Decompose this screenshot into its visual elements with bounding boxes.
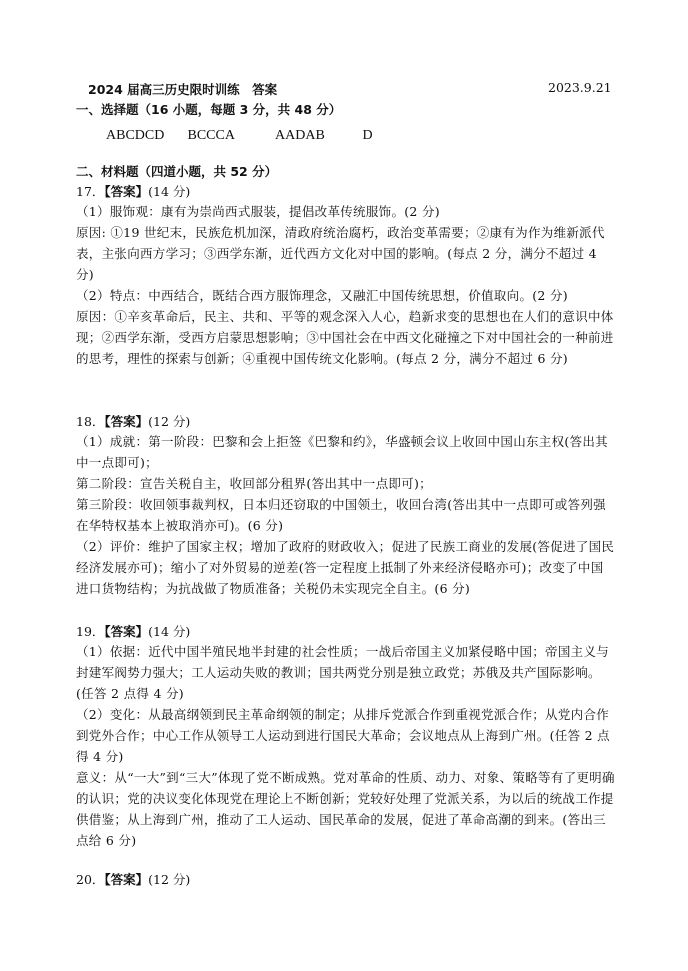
document-title: 2024 届高三历史限时训练 答案 (88, 82, 278, 97)
question-score: (14 分) (148, 184, 191, 199)
answer-label: 【答案】 (104, 184, 149, 199)
question-17-paragraph: （1）服饰观：康有为崇尚西式服装，提倡改革传统服饰。(2 分) (76, 204, 440, 219)
question-19-paragraph: （2）变化：从最高纲领到民主革命纲领的制定；从排斥党派合作到重视党派合作；从党内合作到党外合作；中心工作从领导工人运动到进行国民大革命；会议地点从上海到广州。(任答 2 点得 4 分) (76, 707, 610, 764)
section-2-title: 二、材料题（四道小题，共 52 分） (76, 164, 278, 179)
answer-label: 【答案】 (104, 624, 149, 639)
question-number: 20． (76, 872, 105, 887)
question-score: (12 分) (148, 872, 191, 887)
question-score: (12 分) (148, 414, 191, 429)
question-18-heading (76, 412, 190, 430)
question-20-heading (76, 870, 190, 888)
question-number: 18． (76, 414, 105, 429)
choice-answer-group: AADAB (275, 128, 325, 143)
question-19-heading (76, 622, 190, 640)
choice-answer-group: D (362, 128, 373, 143)
question-18-paragraph: （2）评价：维护了国家主权；增加了政府的财政收入；促进了民族工商业的发展(答促进了国民经济发展亦可)；缩小了对外贸易的逆差(答一定程度上抵制了外来经济侵略亦可)；改变了中国进口货物结构；为抗战做了物质准备；关税仍未实现完全自主。(6 分) (76, 539, 615, 596)
question-number: 17． (76, 184, 105, 199)
question-number: 19． (76, 624, 105, 639)
answer-label: 【答案】 (104, 872, 149, 887)
question-18-paragraph: 第三阶段：收回领事裁判权，日本归还窃取的中国领土，收回台湾(答出其中一点即可或答列强在华特权基本上被取消亦可)。(6 分) (76, 497, 606, 533)
question-18-paragraph: （1）成就：第一阶段：巴黎和会上拒签《巴黎和约》，华盛顿会议上收回中国山东主权(答出其中一点即可)； (76, 434, 608, 470)
question-19-paragraph: （1）依据：近代中国半殖民地半封建的社会性质；一战后帝国主义加紧侵略中国；帝国主义与封建军阀势力强大；工人运动失败的教训；国共两党分别是独立政党；苏俄及共产国际影响。(任答 2 点得 4 分) (76, 644, 610, 701)
question-17-paragraph: 原因：①辛亥革命后，民主、共和、平等的观念深入人心，趋新求变的思想也在人们的意识中体现；②西学东渐，受西方启蒙思想影响；③中国社会在中西文化碰撞之下对中国社会的一种前进的思考，理性的探索与创新；④重视中国传统文化影响。(每点 2 分，满分不超过 6 分) (76, 309, 614, 366)
question-17-paragraph: 原因: ①19 世纪末，民族危机加深，清政府统治腐朽，政治变革需要；②康有为作为维新派代表，主张向西方学习；③西学东渐，近代西方文化对中国的影响。(每点 2 分，满分不超过 4 分) (76, 225, 605, 282)
section-1-title: 一、选择题（16 小题，每题 3 分，共 48 分） (76, 102, 342, 117)
choice-answers (106, 128, 373, 144)
question-17-paragraph: （2）特点：中西结合，既结合西方服饰理念，又融汇中国传统思想，价值取向。(2 分) (76, 288, 568, 303)
answer-label: 【答案】 (104, 414, 149, 429)
question-17-heading (76, 182, 190, 200)
document-date: 2023.9.21 (548, 80, 612, 95)
question-score: (14 分) (148, 624, 191, 639)
choice-answer-group: BCCCA (187, 128, 235, 143)
choice-answer-group: ABCDCD (106, 128, 165, 143)
question-19-paragraph: 意义：从“一大”到“三大”体现了党不断成熟。党对革命的性质、动力、对象、策略等有了更明确的认识；党的决议变化体现党在理论上不断创新；党较好处理了党派关系，为以后的统战工作提供借鉴；从上海到广州，推动了工人运动、国民革命的发展，促进了革命高潮的到来。(答出三点给 6 分) (76, 770, 615, 848)
question-18-paragraph: 第二阶段：宣告关税自主，收回部分租界(答出其中一点即可)； (76, 476, 432, 491)
